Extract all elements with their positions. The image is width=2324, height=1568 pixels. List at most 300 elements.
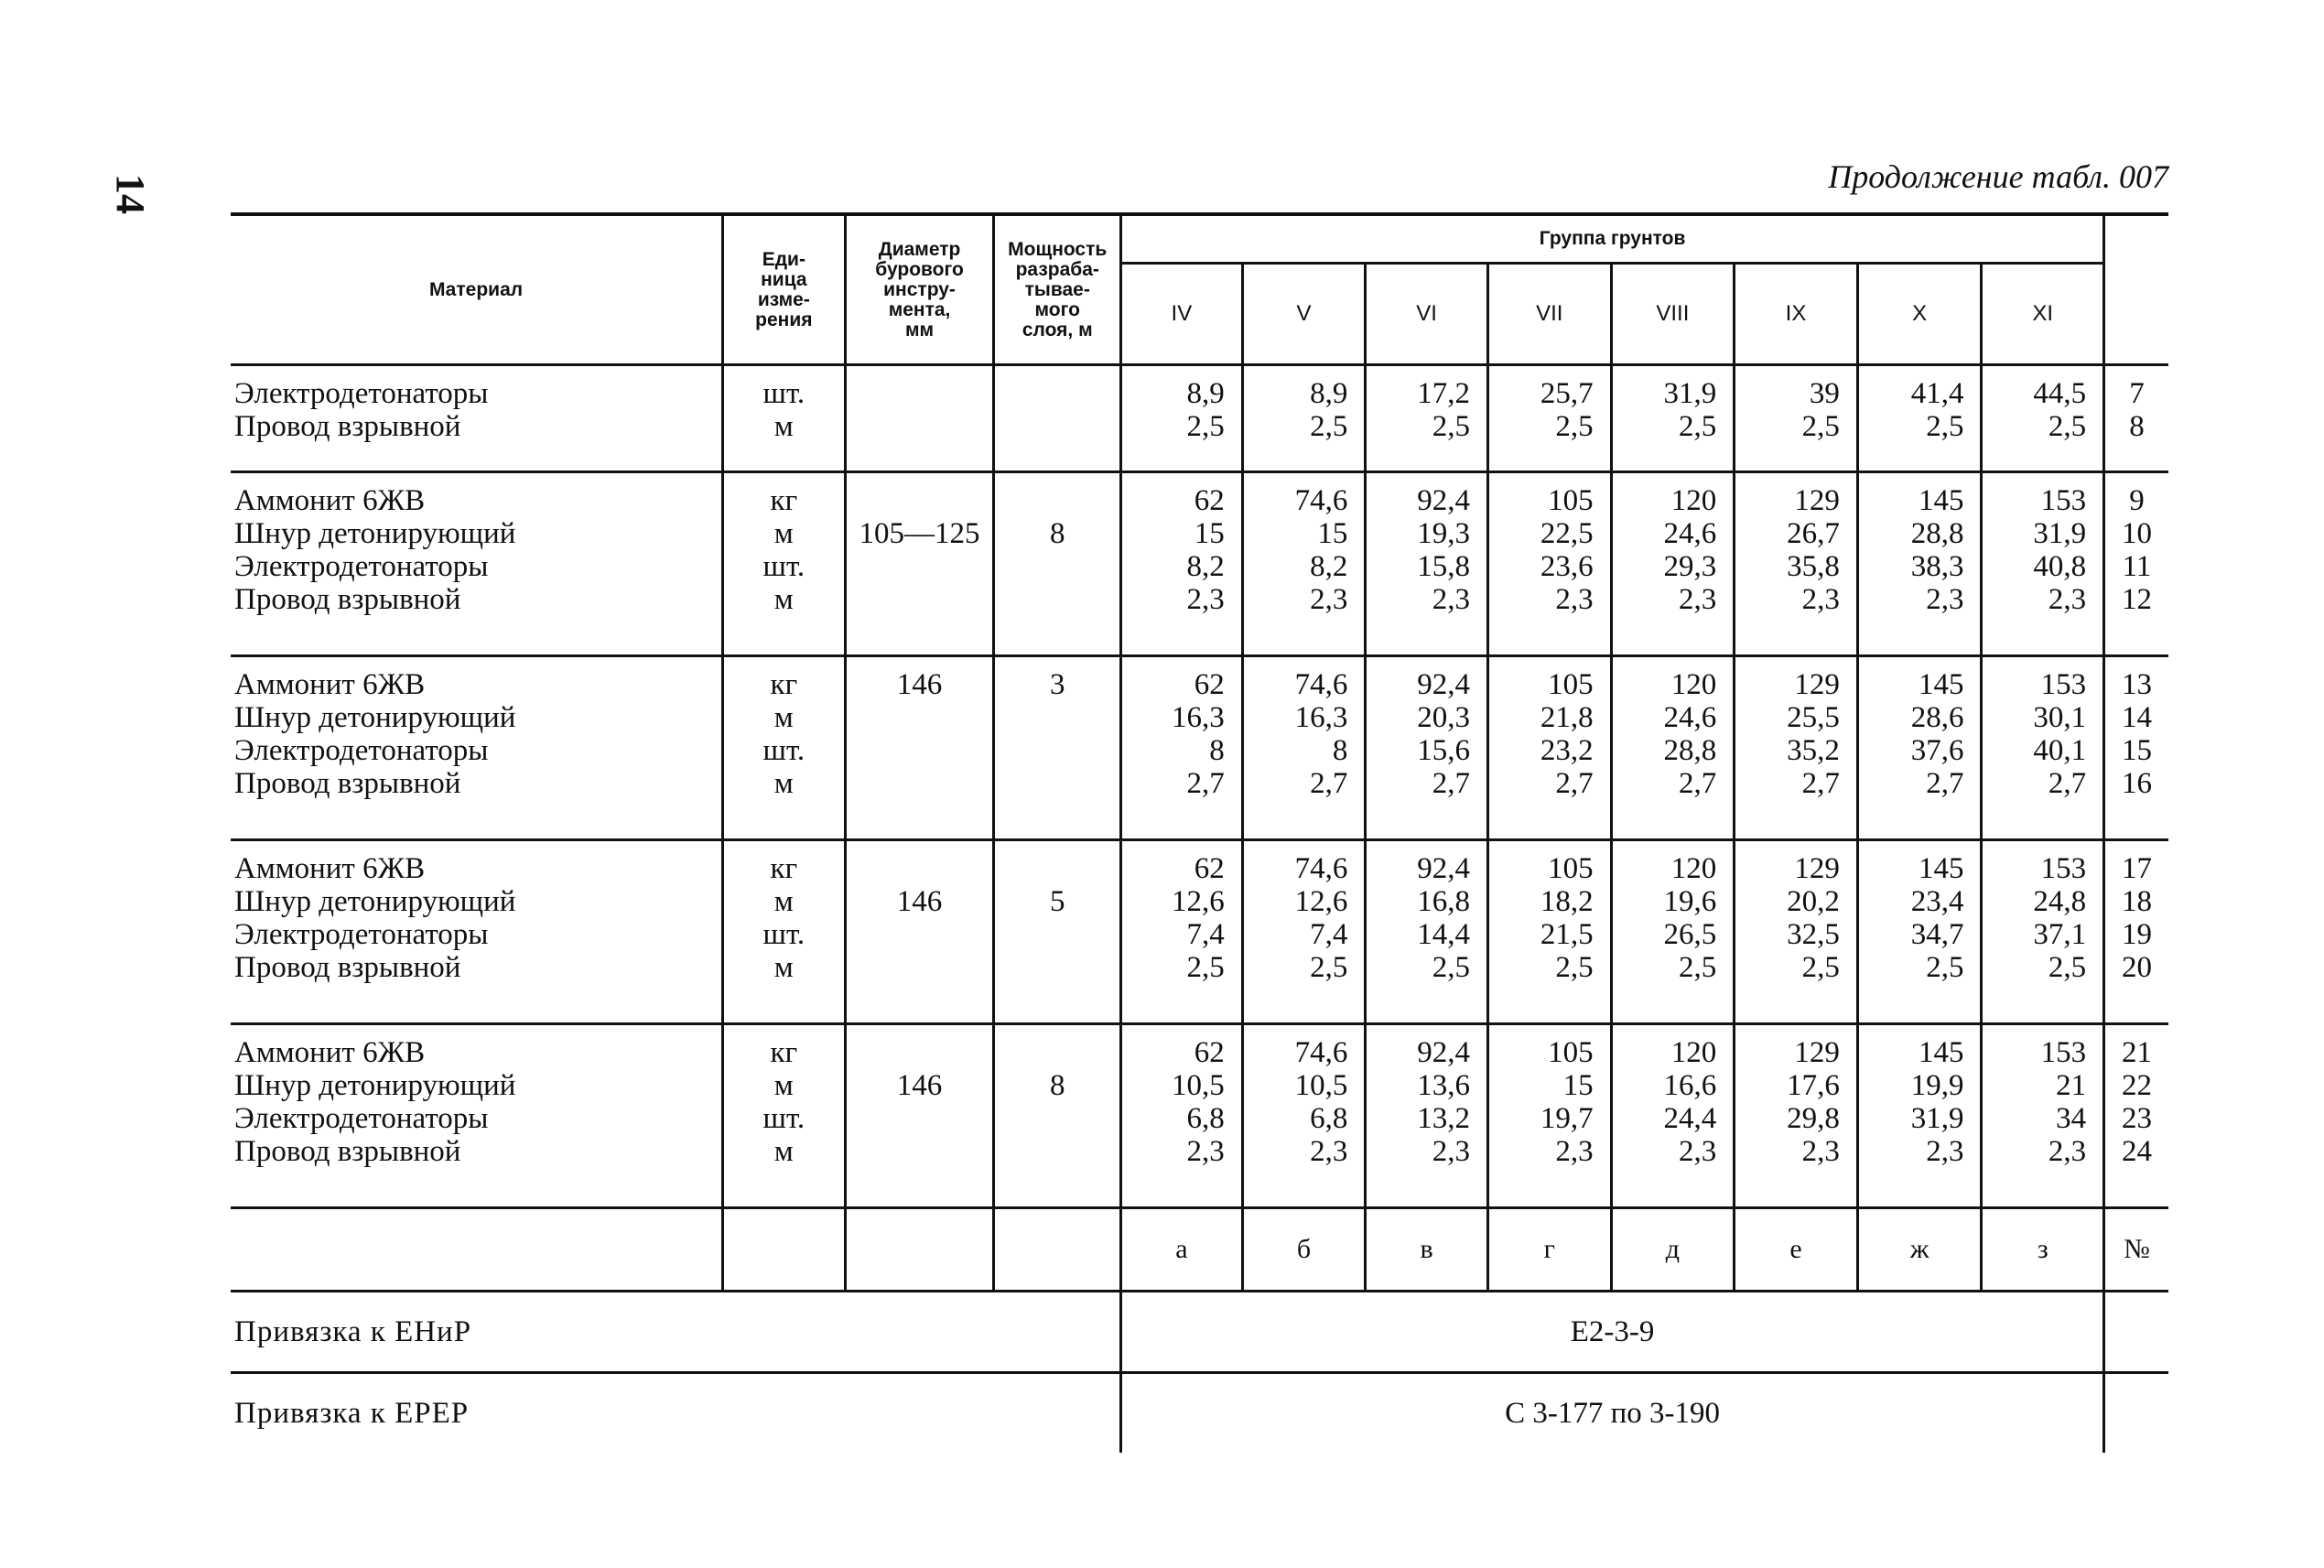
value-cell: [1121, 840, 1243, 1024]
row-number-cell: [2104, 840, 2168, 1024]
value-cell: [1366, 840, 1488, 1024]
norms-table: [231, 212, 2168, 1453]
norm-value: 26,5: [1663, 918, 1717, 951]
material-cell: [231, 840, 723, 1024]
row-number: 21: [2122, 1036, 2153, 1069]
material-cell: [231, 472, 723, 656]
value-cell: [1735, 656, 1858, 840]
norm-value: 25,7: [1540, 377, 1594, 410]
norm-value: 7,4: [1186, 918, 1225, 951]
thickness-cell: [994, 656, 1121, 840]
norm-value: 32,5: [1787, 918, 1840, 951]
value-cell: [1982, 840, 2104, 1024]
norm-value: 153: [2040, 1036, 2087, 1069]
norm-value: 2,5: [2048, 410, 2087, 443]
table-row-block: [231, 365, 2168, 472]
norm-value: 74,6: [1294, 852, 1348, 885]
row-number: 19: [2122, 918, 2153, 951]
norm-value: 2,7: [1310, 767, 1348, 800]
value-cell: [1366, 365, 1488, 472]
norm-value: 129: [1794, 484, 1840, 517]
value-cell: [1121, 365, 1243, 472]
norm-value: 2,5: [1926, 951, 1964, 984]
empty-cell: [723, 1208, 846, 1292]
norm-value: 62: [1194, 484, 1225, 517]
unit-value: м: [773, 517, 794, 550]
thickness-value: 5: [1049, 885, 1065, 918]
norm-value: 20,2: [1787, 885, 1840, 918]
binding-value: Е2-3-9: [1121, 1292, 2104, 1373]
norm-value: 19,3: [1417, 517, 1470, 550]
material-cell: [231, 656, 723, 840]
norm-value: 30,1: [2033, 701, 2087, 734]
material-name: Электродетонаторы: [234, 1102, 489, 1135]
column-letter: д: [1611, 1208, 1735, 1292]
diameter-cell: [845, 656, 994, 840]
value-cell: [1611, 472, 1735, 656]
material-name: Шнур детонирующий: [234, 701, 516, 734]
norm-value: 120: [1670, 484, 1717, 517]
norm-value: 2,3: [1432, 583, 1470, 616]
norm-value: 13,6: [1417, 1069, 1470, 1102]
norm-value: 26,7: [1787, 517, 1840, 550]
binding-value: С 3-177 по 3-190: [1121, 1373, 2104, 1454]
norm-value: 2,5: [2048, 951, 2087, 984]
norm-value: 15,8: [1417, 550, 1470, 583]
material-name: Аммонит 6ЖВ: [234, 1036, 426, 1069]
column-letter: в: [1366, 1208, 1488, 1292]
norm-value: 145: [1918, 668, 1964, 701]
row-number: 11: [2122, 550, 2152, 583]
norm-value: 2,5: [1310, 951, 1348, 984]
norm-value: 105: [1548, 668, 1594, 701]
row-number: 20: [2122, 951, 2153, 984]
unit-value: м: [773, 1069, 794, 1102]
empty-cell: [845, 1208, 994, 1292]
norm-value: 2,5: [1555, 951, 1594, 984]
empty-cell: [994, 1208, 1121, 1292]
norm-value: 145: [1918, 484, 1964, 517]
norm-value: 25,5: [1787, 701, 1840, 734]
value-cell: [1735, 472, 1858, 656]
norm-value: 24,6: [1663, 701, 1717, 734]
material-name: Провод взрывной: [234, 410, 461, 443]
norm-value: 6,8: [1310, 1102, 1348, 1135]
column-letter: г: [1487, 1208, 1611, 1292]
norm-value: 2,7: [1678, 767, 1717, 800]
norm-value: 2,7: [2048, 767, 2087, 800]
row-number-cell: [2104, 365, 2168, 472]
header-group-4: VII: [1487, 264, 1611, 365]
unit-value: кг: [770, 484, 798, 517]
table-row-block: [231, 472, 2168, 656]
column-letter: е: [1735, 1208, 1858, 1292]
norm-value: 2,3: [1926, 1135, 1964, 1168]
norm-value: 15,6: [1417, 734, 1470, 767]
thickness-cell: [994, 1024, 1121, 1208]
norm-value: 41,4: [1910, 377, 1964, 410]
norm-value: 105: [1548, 852, 1594, 885]
value-cell: [1735, 840, 1858, 1024]
norm-value: 2,7: [1186, 767, 1225, 800]
value-cell: [1121, 472, 1243, 656]
norm-value: 92,4: [1417, 1036, 1470, 1069]
material-name: Аммонит 6ЖВ: [234, 852, 426, 885]
unit-value: м: [773, 1135, 794, 1168]
norm-value: 8,2: [1310, 550, 1348, 583]
norm-value: 2,3: [1555, 583, 1594, 616]
norm-value: 16,3: [1294, 701, 1348, 734]
norm-value: 129: [1794, 668, 1840, 701]
thickness-cell: [994, 472, 1121, 656]
norm-value: 2,3: [1186, 1135, 1225, 1168]
norm-value: 24,8: [2033, 885, 2087, 918]
norm-value: 2,3: [1926, 583, 1964, 616]
diameter-value: 146: [896, 1069, 943, 1102]
norm-value: 12,6: [1171, 885, 1225, 918]
value-cell: [1735, 1024, 1858, 1208]
value-cell: [1242, 365, 1366, 472]
column-letters-row: [231, 1208, 2168, 1292]
diameter-cell: [845, 1024, 994, 1208]
norm-value: 2,3: [1555, 1135, 1594, 1168]
header-group-5: VIII: [1611, 264, 1735, 365]
norm-value: 129: [1794, 852, 1840, 885]
norm-value: 2,3: [1678, 583, 1717, 616]
row-number: 9: [2129, 484, 2145, 517]
value-cell: [1487, 840, 1611, 1024]
norm-value: 31,9: [1663, 377, 1717, 410]
table-caption: Продолжение табл. 007: [1828, 158, 2168, 195]
norm-value: 40,8: [2033, 550, 2087, 583]
norm-value: 153: [2040, 852, 2087, 885]
norm-value: 34,7: [1910, 918, 1964, 951]
row-number: 16: [2122, 767, 2153, 800]
norm-value: 10,5: [1171, 1069, 1225, 1102]
value-cell: [1242, 656, 1366, 840]
norm-value: 21,5: [1540, 918, 1594, 951]
header-material: Материал: [231, 214, 723, 365]
norm-value: 2,5: [1432, 951, 1470, 984]
norm-value: 2,3: [2048, 1135, 2087, 1168]
norm-value: 37,6: [1910, 734, 1964, 767]
unit-value: кг: [770, 1036, 798, 1069]
unit-value: шт.: [762, 734, 805, 767]
norm-value: 29,3: [1663, 550, 1717, 583]
norm-value: 74,6: [1294, 668, 1348, 701]
norm-value: 120: [1670, 852, 1717, 885]
norm-value: 105: [1548, 484, 1594, 517]
norm-value: 2,5: [1801, 951, 1840, 984]
norm-value: 2,7: [1555, 767, 1594, 800]
value-cell: [1611, 365, 1735, 472]
norm-value: 15: [1317, 517, 1348, 550]
material-name: Провод взрывной: [234, 951, 461, 984]
value-cell: [1735, 365, 1858, 472]
norm-value: 2,3: [1678, 1135, 1717, 1168]
binding-row: [231, 1292, 2168, 1373]
page-number: 14: [108, 174, 153, 214]
unit-value: м: [773, 701, 794, 734]
thickness-cell: [994, 365, 1121, 472]
norm-value: 8,2: [1186, 550, 1225, 583]
norm-value: 19,6: [1663, 885, 1717, 918]
value-cell: [1857, 472, 1982, 656]
unit-value: шт.: [762, 918, 805, 951]
header-thickness: Мощность разраба- тывае- мого слоя, м: [994, 214, 1121, 365]
norm-value: 7,4: [1310, 918, 1348, 951]
norm-value: 2,3: [1432, 1135, 1470, 1168]
row-number: 15: [2122, 734, 2153, 767]
value-cell: [1611, 840, 1735, 1024]
value-cell: [1611, 1024, 1735, 1208]
norm-value: 24,6: [1663, 517, 1717, 550]
material-name: Электродетонаторы: [234, 918, 489, 951]
unit-value: кг: [770, 852, 798, 885]
empty-cell: [2104, 1292, 2168, 1373]
norm-value: 2,7: [1926, 767, 1964, 800]
norm-value: 62: [1194, 852, 1225, 885]
unit-value: кг: [770, 668, 798, 701]
norm-value: 38,3: [1910, 550, 1964, 583]
norm-value: 120: [1670, 668, 1717, 701]
thickness-cell: [994, 840, 1121, 1024]
binding-label: Привязка к ЕНиР: [231, 1292, 1121, 1373]
norm-value: 35,2: [1787, 734, 1840, 767]
header-group-7: X: [1857, 264, 1982, 365]
norm-value: 62: [1194, 668, 1225, 701]
norm-value: 35,8: [1787, 550, 1840, 583]
value-cell: [1366, 472, 1488, 656]
row-number: 8: [2129, 410, 2145, 443]
material-name: Электродетонаторы: [234, 734, 489, 767]
value-cell: [1982, 1024, 2104, 1208]
norm-value: 62: [1194, 1036, 1225, 1069]
norm-value: 129: [1794, 1036, 1840, 1069]
header-group-6: IX: [1735, 264, 1858, 365]
header-row-number: [2104, 214, 2168, 365]
diameter-value: 146: [896, 885, 943, 918]
unit-value: шт.: [762, 550, 805, 583]
norm-value: 6,8: [1186, 1102, 1225, 1135]
norm-value: 2,5: [1801, 410, 1840, 443]
norm-value: 24,4: [1663, 1102, 1717, 1135]
empty-cell: [231, 1208, 723, 1292]
norm-value: 16,3: [1171, 701, 1225, 734]
header-unit: Еди- ница изме- рения: [723, 214, 846, 365]
norm-value: 145: [1918, 1036, 1964, 1069]
unit-cell: [723, 472, 846, 656]
thickness-value: 3: [1049, 668, 1065, 701]
norm-value: 29,8: [1787, 1102, 1840, 1135]
norm-value: 2,5: [1678, 410, 1717, 443]
header-diameter: Диаметр бурового инстру- мента, мм: [845, 214, 994, 365]
column-letter: а: [1121, 1208, 1243, 1292]
unit-value: шт.: [762, 1102, 805, 1135]
thickness-value: 8: [1049, 517, 1065, 550]
diameter-value: 105—125: [859, 517, 980, 550]
norm-value: 120: [1670, 1036, 1717, 1069]
norm-value: 19,7: [1540, 1102, 1594, 1135]
norm-value: 44,5: [2033, 377, 2087, 410]
norm-value: 22,5: [1540, 517, 1594, 550]
header-group-3: VI: [1366, 264, 1488, 365]
header-group-8: XI: [1982, 264, 2104, 365]
norm-value: 20,3: [1417, 701, 1470, 734]
norm-value: 31,9: [2033, 517, 2087, 550]
value-cell: [1242, 1024, 1366, 1208]
norm-value: 23,6: [1540, 550, 1594, 583]
value-cell: [1611, 656, 1735, 840]
thickness-value: 8: [1049, 1069, 1065, 1102]
value-cell: [1366, 656, 1488, 840]
row-number: 17: [2122, 852, 2153, 885]
norm-value: 2,5: [1926, 410, 1964, 443]
norm-value: 2,3: [1186, 583, 1225, 616]
norm-value: 40,1: [2033, 734, 2087, 767]
value-cell: [1857, 656, 1982, 840]
norm-value: 2,3: [1310, 1135, 1348, 1168]
norm-value: 10,5: [1294, 1069, 1348, 1102]
column-letter: з: [1982, 1208, 2104, 1292]
material-name: Провод взрывной: [234, 1135, 461, 1168]
row-number: 18: [2122, 885, 2153, 918]
norm-value: 74,6: [1294, 484, 1348, 517]
value-cell: [1366, 1024, 1488, 1208]
norm-value: 23,4: [1910, 885, 1964, 918]
header-soil-group: Группа грунтов: [1121, 214, 2104, 264]
value-cell: [1121, 1024, 1243, 1208]
norm-value: 2,5: [1555, 410, 1594, 443]
row-number: 22: [2122, 1069, 2153, 1102]
row-number: 12: [2122, 583, 2153, 616]
norm-value: 92,4: [1417, 484, 1470, 517]
norm-value: 21: [2056, 1069, 2087, 1102]
norm-value: 8: [1332, 734, 1348, 767]
norm-value: 13,2: [1417, 1102, 1470, 1135]
norm-value: 15: [1194, 517, 1225, 550]
value-cell: [1487, 365, 1611, 472]
value-cell: [1242, 840, 1366, 1024]
table-row-block: [231, 840, 2168, 1024]
norm-value: 17,2: [1417, 377, 1470, 410]
norm-value: 12,6: [1294, 885, 1348, 918]
row-number: 13: [2122, 668, 2153, 701]
norm-value: 92,4: [1417, 852, 1470, 885]
row-number: 24: [2122, 1135, 2153, 1168]
value-cell: [1487, 472, 1611, 656]
norm-value: 8: [1209, 734, 1225, 767]
unit-value: м: [773, 410, 794, 443]
table-row-block: [231, 1024, 2168, 1208]
norm-value: 39: [1809, 377, 1840, 410]
value-cell: [1982, 472, 2104, 656]
norm-value: 2,5: [1678, 951, 1717, 984]
material-name: Провод взрывной: [234, 583, 461, 616]
norm-value: 37,1: [2033, 918, 2087, 951]
norm-value: 28,6: [1910, 701, 1964, 734]
norm-value: 16,6: [1663, 1069, 1717, 1102]
material-name: Электродетонаторы: [234, 550, 489, 583]
row-number: 14: [2122, 701, 2153, 734]
norm-value: 2,7: [1801, 767, 1840, 800]
norm-value: 105: [1548, 1036, 1594, 1069]
norm-value: 15: [1562, 1069, 1594, 1102]
norm-value: 31,9: [1910, 1102, 1964, 1135]
row-number-cell: [2104, 1024, 2168, 1208]
unit-cell: [723, 656, 846, 840]
value-cell: [1487, 656, 1611, 840]
norm-value: 153: [2040, 668, 2087, 701]
empty-cell: [2104, 1373, 2168, 1454]
unit-value: м: [773, 767, 794, 800]
value-cell: [1857, 840, 1982, 1024]
diameter-cell: [845, 472, 994, 656]
binding-row: [231, 1373, 2168, 1454]
norm-value: 21,8: [1540, 701, 1594, 734]
row-number: 10: [2122, 517, 2153, 550]
binding-label: Привязка к ЕРЕР: [234, 1396, 470, 1430]
material-name: Шнур детонирующий: [234, 517, 516, 550]
material-cell: [231, 365, 723, 472]
material-name: Аммонит 6ЖВ: [234, 668, 426, 701]
unit-cell: [723, 840, 846, 1024]
material-name: Шнур детонирующий: [234, 1069, 516, 1102]
unit-value: м: [773, 885, 794, 918]
diameter-value: 146: [896, 668, 943, 701]
norm-value: 19,9: [1910, 1069, 1964, 1102]
norm-value: 16,8: [1417, 885, 1470, 918]
diameter-cell: [845, 365, 994, 472]
header-group-1: IV: [1121, 264, 1243, 365]
value-cell: [1487, 1024, 1611, 1208]
row-number-cell: [2104, 472, 2168, 656]
material-cell: [231, 1024, 723, 1208]
column-letter: ж: [1857, 1208, 1982, 1292]
norm-value: 2,3: [2048, 583, 2087, 616]
row-number: 7: [2129, 377, 2145, 410]
norm-value: 92,4: [1417, 668, 1470, 701]
norm-value: 2,5: [1432, 410, 1470, 443]
norm-value: 2,3: [1801, 583, 1840, 616]
unit-value: м: [773, 951, 794, 984]
norm-value: 74,6: [1294, 1036, 1348, 1069]
material-name: Аммонит 6ЖВ: [234, 484, 426, 517]
value-cell: [1982, 656, 2104, 840]
value-cell: [1982, 365, 2104, 472]
norm-value: 2,7: [1432, 767, 1470, 800]
diameter-cell: [845, 840, 994, 1024]
number-sign: №: [2104, 1208, 2168, 1292]
material-name: Шнур детонирующий: [234, 885, 516, 918]
norm-value: 2,5: [1186, 951, 1225, 984]
norm-value: 14,4: [1417, 918, 1470, 951]
norm-value: 2,3: [1801, 1135, 1840, 1168]
norm-value: 17,6: [1787, 1069, 1840, 1102]
value-cell: [1242, 472, 1366, 656]
material-name: Провод взрывной: [234, 767, 461, 800]
unit-value: шт.: [762, 377, 805, 410]
row-number: 23: [2122, 1102, 2153, 1135]
norm-value: 8,9: [1186, 377, 1225, 410]
row-number-cell: [2104, 656, 2168, 840]
unit-cell: [723, 1024, 846, 1208]
norm-value: 2,3: [1310, 583, 1348, 616]
norm-value: 34: [2056, 1102, 2087, 1135]
norm-value: 2,5: [1310, 410, 1348, 443]
norm-value: 8,9: [1310, 377, 1348, 410]
unit-cell: [723, 365, 846, 472]
